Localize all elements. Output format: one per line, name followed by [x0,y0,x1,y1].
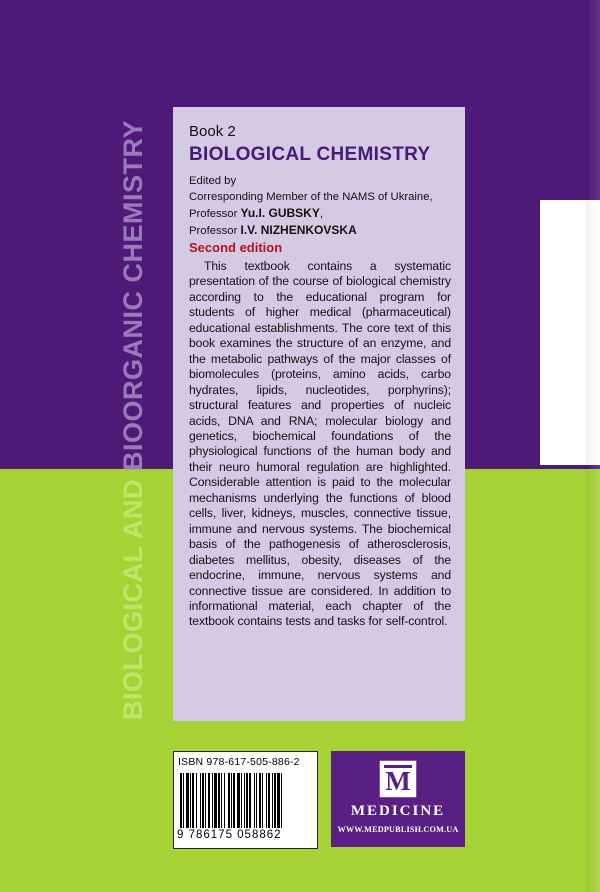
book-number: Book 2 [189,123,236,140]
publisher-block [331,751,465,847]
barcode-number: 9 786175 058862 [177,829,282,841]
editor-2-prefix: Professor [189,225,241,237]
publisher-url: WWW.MEDPUBLISH.COM.UA [337,825,459,834]
editor-2 [189,222,451,239]
editor-2-name: I.V. NIZHENKOVSKA [240,223,357,237]
publisher-logo-letter: M [385,766,411,796]
series-title-part1: BIOLOGICAL AND [118,471,148,720]
annotation-content [189,123,451,630]
isbn-text: ISBN 978-617-505-886-2 [178,756,300,768]
book-description: This textbook contains a systematic presentation of the course of biological chemistry according to the educational program for students of higher medical (pharmaceutical) educational establishments. The core text of this book examines the structure of an enzyme, and the metabolic pathways of the major classes of biomolecules (proteins, amino acids, carbo hydrates, lipids, nucleotides, porphyrins); structural features and properties of nucleic acids, DNA and RNA; molecular biology and genetics, biochemical foundations of the physiological functions of the human body and their neuro humoral regulation are highlighted. Considerable attention is paid to the molecular mechanisms underlying the functions of blood cells, liver, kidneys, muscles, connective tissue, immune and nervous systems. The biochemical basis of the pathogenesis of atherosclerosis, diabetes mellitus, obesity, diseases of the endocrine, immune, nervous systems and connective tissue are considered. In addition to informational material, each chapter of the textbook contains tests and tasks for self-control. [189,259,451,629]
publisher-logo-icon [378,759,418,799]
edited-by-label: Edited by [189,175,237,187]
isbn-barcode [173,751,318,849]
editor-1 [189,205,451,222]
edition-label: Second edition [189,240,283,255]
publisher-name: MEDICINE [350,803,446,819]
editors-block [189,173,451,239]
editor-1-prefix: Professor [189,208,241,220]
editor-1-name: Yu.I. GUBSKY [240,206,320,220]
editor-affiliation: Corresponding Member of the NAMS of Ukraine, [189,191,433,203]
barcode-bars [180,773,311,828]
spine-edge [586,0,600,892]
series-title-vertical [118,120,149,720]
editor-1-suffix: , [319,208,323,220]
annotation-panel [173,107,465,721]
book-title: BIOLOGICAL CHEMISTRY [189,144,431,165]
series-title-part2: BIOORGANIC CHEMISTRY [118,119,148,471]
